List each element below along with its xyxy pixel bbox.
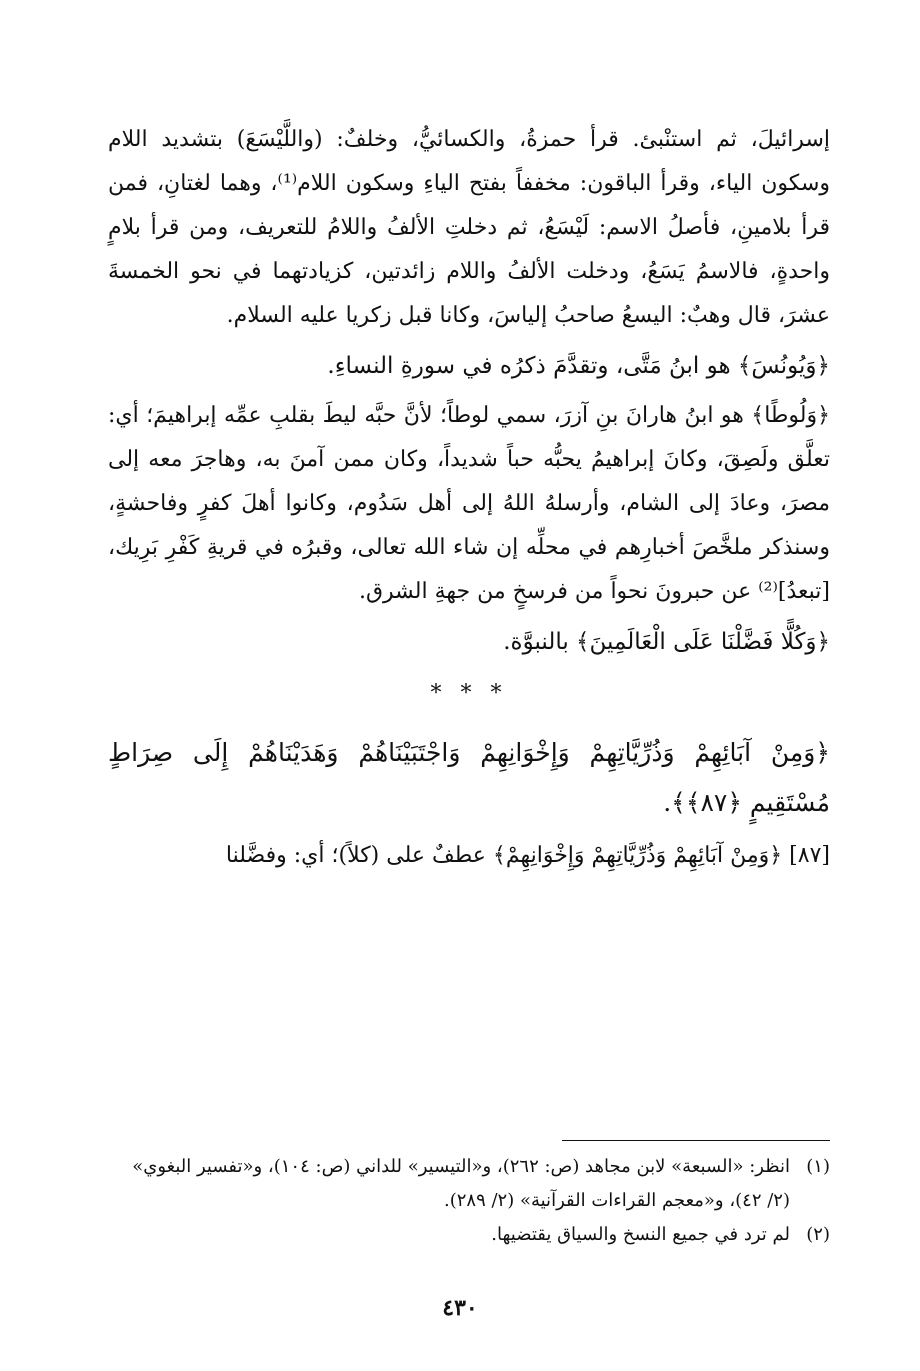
footnote-1	[108, 1150, 830, 1218]
footnote-number: (١)	[806, 1156, 830, 1177]
footnote-text: انظر: «السبعة» لابن مجاهد (ص: ٢٦٢)، و«التيسير» للداني (ص: ١٠٤)، و«تفسير البغوي» (٢/ ٤٢)، و«معجم القراءات القرآنية» (٢/ ٢٨٩).	[132, 1156, 790, 1211]
paragraph-fadalna: ﴿وَكُلًّا فَضَّلْنَا عَلَى الْعَالَمِينَ﴾ بالنبوَّة.	[503, 629, 830, 655]
footnotes	[108, 1150, 830, 1252]
section-separator: * * *	[430, 681, 508, 706]
quran-verse-87: ﴿وَمِنْ آبَائِهِمْ وَذُرِّيَّاتِهِمْ وَإِخْوَانِهِمْ وَاجْتَبَيْنَاهُمْ وَهَدَيْنَاهُمْ إِلَى صِرَاطٍ مُسْتَقِيمٍ ﴿٨٧﴾﴾.	[108, 738, 830, 817]
page-number: ٤٣٠	[442, 1295, 478, 1321]
paragraph-alyasa: إسرائيلَ، ثم استنْبئ. قرأ حمزةُ، والكسائيُّ، وخلفٌ: (واللَّيْسَعَ) بتشديد اللام وسكون الياء، وقرأ الباقون: مخففاً بفتح الياءِ وسكون اللام⁽¹⁾، وهما لغتانِ، فمن قرأ بلامينِ، فأصلُ الاسم: لَيْسَعُ، ثم دخلتِ الألفُ واللامُ للتعريف، ومن قرأ بلامٍ واحدةٍ، فالاسمُ يَسَعُ، ودخلت الألفُ واللام زائدتين، كزيادتهما في نحو الخمسةَ عشرَ، قال وهبٌ: اليسعُ صاحبُ إلياسَ، وكانا قبل زكريا عليه السلام.	[108, 127, 831, 328]
footnote-divider	[562, 1140, 830, 1141]
footnote-text: لم ترد في جميع النسخ والسياق يقتضيها.	[491, 1224, 790, 1245]
paragraph-verse-87-commentary: [٨٧] ﴿وَمِنْ آبَائِهِمْ وَذُرِّيَّاتِهِمْ وَإِخْوَانِهِمْ﴾ عطفٌ على (كلاً)؛ أي: وفضَّلنا	[225, 843, 830, 868]
paragraph-lut: ﴿وَلُوطًا﴾ هو ابنُ هارانَ بنِ آزرَ، سمي لوطاً؛ لأنَّ حبَّه ليطَ بقلبِ عمِّه إبراهيمَ؛ أي: تعلَّق ولَصِقَ، وكانَ إبراهيمُ يحبُّه حباً شديداً، وكان ممن آمنَ به، وهاجرَ معه إلى مصرَ، وعادَ إلى الشام، وأرسلهُ اللهُ إلى أهل سَدُوم، وكانوا أهلَ كفرٍ وفاحشةٍ، وسنذكر ملخَّصَ أخبارِهم في محلِّه إن شاء الله تعالى، وقبرُه في قريةِ كَفْرِ بَرِيك، [تبعدُ]⁽²⁾ عن حبرونَ نحواً من فرسخٍ من جهةِ الشرق.	[108, 403, 830, 604]
footnote-number: (٢)	[806, 1224, 830, 1245]
footnote-2	[108, 1218, 830, 1252]
main-text	[108, 118, 830, 884]
paragraph-yunus: ﴿وَيُونُسَ﴾ هو ابنُ مَتَّى، وتقدَّمَ ذكرُه في سورةِ النساءِ.	[327, 353, 830, 379]
